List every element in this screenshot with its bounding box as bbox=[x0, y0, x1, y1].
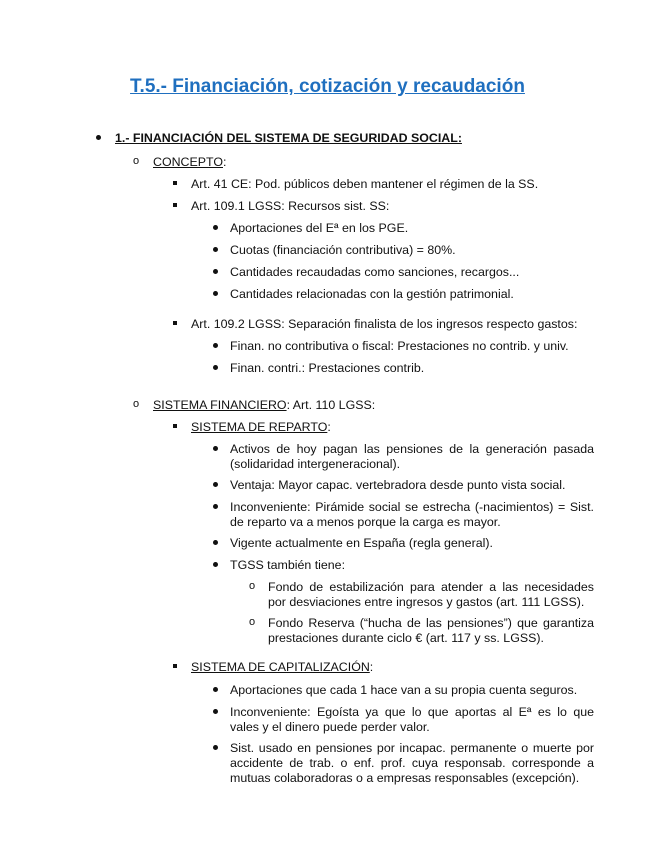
page-title: T.5.- Financiación, cotización y recaudación bbox=[130, 76, 525, 97]
art41-text: Art. 41 CE: Pod. públicos deben mantener el régimen de la SS. bbox=[191, 177, 539, 191]
concepto-colon: : bbox=[223, 155, 227, 169]
bullet-dot bbox=[213, 482, 218, 487]
capitalizacion-heading bbox=[191, 659, 373, 675]
bullet-square bbox=[173, 664, 177, 668]
bullet-circle: o bbox=[249, 616, 256, 628]
capital-item-line: Sist. usado en pensiones por incapac. permanente o muerte por bbox=[230, 741, 594, 755]
capital-item-line: accidente de trab. o enf. prof. cuya responsab. corresponde a bbox=[230, 756, 594, 770]
concepto-label: CONCEPTO bbox=[153, 155, 223, 169]
subsection-sistema-financiero bbox=[153, 397, 375, 413]
art1091-text: Art. 109.1 LGSS: Recursos sist. SS: bbox=[191, 199, 390, 213]
bullet-dot bbox=[213, 504, 218, 509]
sistema-financiero-ref: : Art. 110 LGSS: bbox=[286, 398, 376, 412]
capitalizacion-colon: : bbox=[369, 660, 374, 674]
bullet-circle: o bbox=[249, 580, 256, 592]
bullet-square bbox=[173, 203, 177, 207]
capital-item-line: vales y el dinero puede perder valor. bbox=[230, 720, 430, 734]
bullet-dot bbox=[96, 135, 101, 140]
bullet-dot bbox=[213, 562, 218, 567]
reparto-item-line: Ventaja: Mayor capac. vertebradora desde punto vista social. bbox=[230, 478, 566, 492]
bullet-square bbox=[173, 424, 177, 428]
bullet-dot bbox=[213, 247, 218, 252]
bullet-square bbox=[173, 321, 177, 325]
reparto-item-line: TGSS también tiene: bbox=[230, 558, 346, 572]
bullet-circle: o bbox=[133, 398, 140, 410]
reparto-colon: : bbox=[327, 420, 331, 434]
bullet-dot bbox=[213, 291, 218, 296]
sistema-financiero-label: SISTEMA FINANCIERO bbox=[153, 398, 287, 412]
bullet-dot bbox=[213, 540, 218, 545]
bullet-dot bbox=[213, 269, 218, 274]
reparto-item-line: de reparto va a menos porque la carga es mayor. bbox=[230, 515, 501, 529]
reparto-label: SISTEMA DE REPARTO bbox=[191, 420, 328, 434]
recurso-item: Cantidades recaudadas como sanciones, recargos... bbox=[230, 265, 520, 279]
reparto-heading bbox=[191, 419, 331, 435]
recurso-item: Cantidades relacionadas con la gestión patrimonial. bbox=[230, 287, 514, 301]
capital-item-line: mutuas colaboradoras o a empresas responsables (excepción). bbox=[230, 771, 580, 785]
bullet-circle: o bbox=[133, 155, 140, 167]
bullet-dot bbox=[213, 709, 218, 714]
fondo-item-line: Fondo de estabilización para atender a las necesidades bbox=[268, 580, 594, 594]
reparto-item-line: Vigente actualmente en España (regla general). bbox=[230, 536, 493, 550]
bullet-dot bbox=[213, 225, 218, 230]
reparto-item-line: Inconveniente: Pirámide social se estrecha (-nacimientos) = Sist. bbox=[230, 500, 594, 514]
bullet-square bbox=[173, 181, 177, 185]
bullet-dot bbox=[213, 365, 218, 370]
bullet-dot bbox=[213, 446, 218, 451]
bullet-dot bbox=[213, 687, 218, 692]
reparto-item-line: Activos de hoy pagan las pensiones de la generación pasada bbox=[230, 442, 594, 456]
finan-item: Finan. contri.: Prestaciones contrib. bbox=[230, 361, 425, 375]
fondo-item-line: prestaciones durante ciclo € (art. 117 y ss. LGSS). bbox=[268, 631, 544, 645]
fondo-item-line: Fondo Reserva (“hucha de las pensiones”) que garantiza bbox=[268, 616, 594, 630]
capital-item-line: Aportaciones que cada 1 hace van a su propia cuenta seguros. bbox=[230, 683, 578, 697]
recurso-item: Aportaciones del Eª en los PGE. bbox=[230, 221, 409, 235]
reparto-item-line: (solidaridad intergeneracional). bbox=[230, 457, 401, 471]
fondo-item-line: por desviaciones entre ingresos y gastos (art. 111 LGSS). bbox=[268, 595, 585, 609]
finan-item: Finan. no contributiva o fiscal: Prestaciones no contrib. y univ. bbox=[230, 339, 569, 353]
bullet-dot bbox=[213, 343, 218, 348]
bullet-dot bbox=[213, 745, 218, 750]
capitalizacion-label: SISTEMA DE CAPITALIZACIÓN bbox=[191, 660, 370, 674]
subsection-concepto bbox=[153, 154, 226, 170]
section-heading: 1.- FINANCIACIÓN DEL SISTEMA DE SEGURIDAD SOCIAL: bbox=[115, 131, 462, 145]
art1092-text: Art. 109.2 LGSS: Separación finalista de los ingresos respecto gastos: bbox=[191, 317, 578, 331]
recurso-item: Cuotas (financiación contributiva) = 80%. bbox=[230, 243, 456, 257]
capital-item-line: Inconveniente: Egoísta ya que lo que aportas al Eª es lo que bbox=[230, 705, 594, 719]
